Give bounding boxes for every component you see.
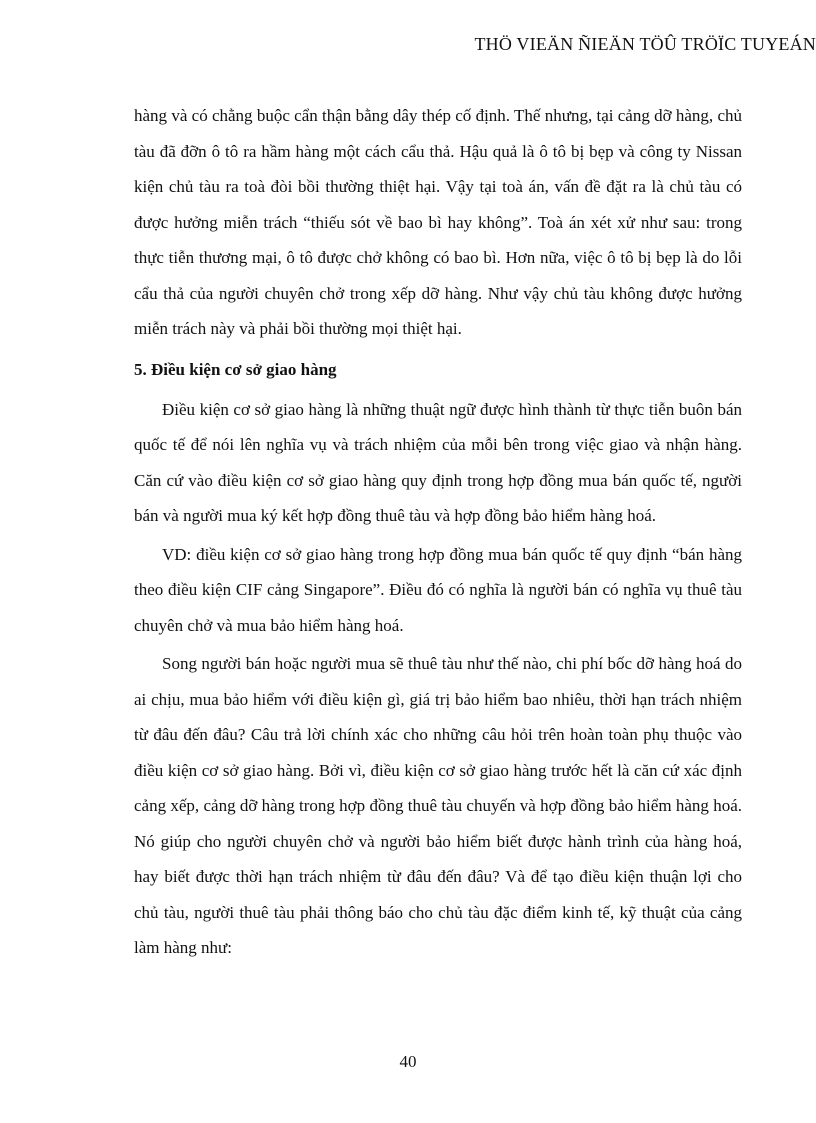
running-header: THÖ VIEÄN ÑIEÄN TÖÛ TRÖÏC TUYEÁN <box>474 34 816 54</box>
page-body <box>134 98 742 966</box>
paragraph-example: VD: điều kiện cơ sở giao hàng trong hợp đồng mua bán quốc tế quy định “bán hàng theo điều kiện CIF cảng Singapore”. Điều đó có nghĩa là người bán có nghĩa vụ thuê tàu chuyên chở và mua bảo hiểm hàng hoá. <box>134 544 742 635</box>
paragraph-explanation: Song người bán hoặc người mua sẽ thuê tàu như thế nào, chi phí bốc dỡ hàng hoá do ai chịu, mua bảo hiểm với điều kiện gì, giá trị bảo hiểm bao nhiêu, thời hạn trách nhiệm từ đâu đến đâu? Câu trả lời chính xác cho những câu hỏi trên hoàn toàn phụ thuộc vào điều kiện cơ sở giao hàng. Bởi vì, điều kiện cơ sở giao hàng trước hết là căn cứ xác định cảng xếp, cảng dỡ hàng trong hợp đồng thuê tàu chuyến và hợp đồng bảo hiểm hàng hoá. Nó giúp cho người chuyên chở và người bảo hiểm biết được hành trình của hàng hoá, hay biết được thời hạn trách nhiệm từ đâu đến đâu? Và để tạo điều kiện thuận lợi cho chủ tàu, người thuê tàu phải thông báo cho chủ tàu đặc điểm kinh tế, kỹ thuật của cảng làm hàng như: <box>134 654 742 957</box>
section-heading: 5. Điều kiện cơ sở giao hàng <box>134 359 337 379</box>
paragraph-case-ruling: hàng và có chằng buộc cẩn thận bằng dây thép cố định. Thế nhưng, tại cảng dỡ hàng, chủ tàu đã đỡn ô tô ra hầm hàng một cách cẩu thả. Hậu quả là ô tô bị bẹp và công ty Nissan kiện chủ tàu ra toà đòi bồi thường thiệt hại. Vậy tại toà án, vấn đề đặt ra là chủ tàu có được hưởng miễn trách “thiếu sót về bao bì hay không”. Toà án xét xử như sau: trong thực tiễn thương mại, ô tô được chở không có bao bì. Hơn nữa, việc ô tô bị bẹp là do lỗi cẩu thả của người chuyên chở trong xếp dỡ hàng. Như vậy chủ tàu không được hưởng miễn trách này và phải bồi thường mọi thiệt hại. <box>134 106 742 338</box>
page-number: 40 <box>399 1052 417 1071</box>
paragraph-definition: Điều kiện cơ sở giao hàng là những thuật ngữ được hình thành từ thực tiễn buôn bán quốc tế để nói lên nghĩa vụ và trách nhiệm của mỗi bên trong việc giao và nhận hàng. Căn cứ vào điều kiện cơ sở giao hàng quy định trong hợp đồng mua bán quốc tế, người bán và người mua ký kết hợp đồng thuê tàu và hợp đồng bảo hiểm hàng hoá. <box>134 399 742 525</box>
